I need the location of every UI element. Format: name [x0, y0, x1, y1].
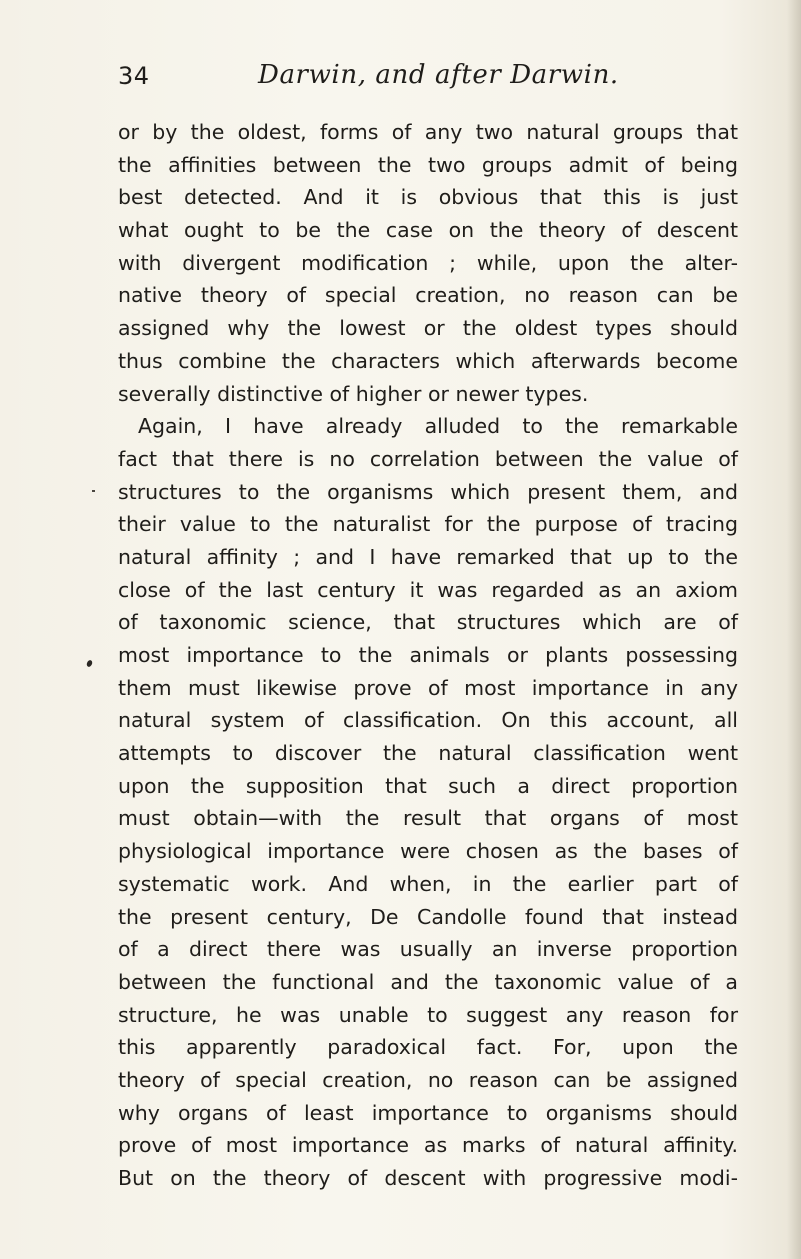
- text-line: upon the supposition that such a direct proportion: [118, 773, 738, 798]
- page-edge-shadow: [787, 0, 801, 1259]
- page-header: [118, 56, 738, 100]
- body-text: [118, 116, 738, 1195]
- text-line: native theory of special creation, no reason can be: [118, 283, 738, 308]
- text-line: But on the theory of descent with progressive modi-: [118, 1166, 738, 1190]
- text-line: or by the oldest, forms of any two natural groups that: [118, 120, 738, 144]
- margin-mark: [92, 490, 95, 492]
- text-line: best detected. And it is obvious that this is just: [118, 185, 738, 210]
- text-line: theory of special creation, no reason can be assigned: [118, 1067, 738, 1092]
- text-line: most importance to the animals or plants possessing: [118, 643, 738, 667]
- text-line: natural system of classification. On this account, all: [118, 708, 738, 733]
- text-line: structures to the organisms which present them, and: [118, 479, 738, 504]
- text-line: systematic work. And when, in the earlier part of: [118, 871, 738, 896]
- text-line: with divergent modification ; while, upon the alter-: [118, 250, 738, 275]
- running-title: Darwin, and after Darwin.: [258, 60, 619, 90]
- text-line: them must likewise prove of most importance in any: [118, 675, 738, 700]
- text-line: the present century, De Candolle found that instead: [118, 904, 738, 929]
- text-line: structure, he was unable to suggest any reason for: [118, 1002, 738, 1027]
- text-line: this apparently paradoxical fact. For, upon the: [118, 1035, 738, 1060]
- text-line: must obtain—with the result that organs of most: [118, 806, 738, 831]
- text-line: of taxonomic science, that structures which are of: [118, 610, 738, 635]
- text-line: assigned why the lowest or the oldest types should: [118, 316, 738, 341]
- text-line: attempts to discover the natural classification went: [118, 741, 738, 766]
- text-line: why organs of least importance to organisms should: [118, 1100, 738, 1125]
- text-line: the affinities between the two groups admit of being: [118, 152, 738, 177]
- text-line: what ought to be the case on the theory of descent: [118, 218, 738, 243]
- text-line: their value to the naturalist for the purpose of tracing: [118, 512, 738, 537]
- text-line: physiological importance were chosen as the bases of: [118, 839, 738, 864]
- text-line: between the functional and the taxonomic value of a: [118, 969, 738, 994]
- page-number: 34: [118, 62, 150, 90]
- text-line: thus combine the characters which afterwards become: [118, 348, 738, 373]
- text-line: fact that there is no correlation between the value of: [118, 446, 738, 471]
- text-line-paragraph-end: severally distinctive of higher or newer types.: [118, 381, 589, 406]
- text-line: close of the last century it was regarded as an axiom: [118, 577, 738, 602]
- text-line: of a direct there was usually an inverse proportion: [118, 937, 738, 962]
- text-line: prove of most importance as marks of natural affinity.: [118, 1133, 738, 1158]
- margin-ink-dot: [86, 659, 93, 667]
- text-line-paragraph-start: Again, I have already alluded to the remarkable: [138, 414, 738, 439]
- text-line: natural affinity ; and I have remarked that up to the: [118, 544, 738, 569]
